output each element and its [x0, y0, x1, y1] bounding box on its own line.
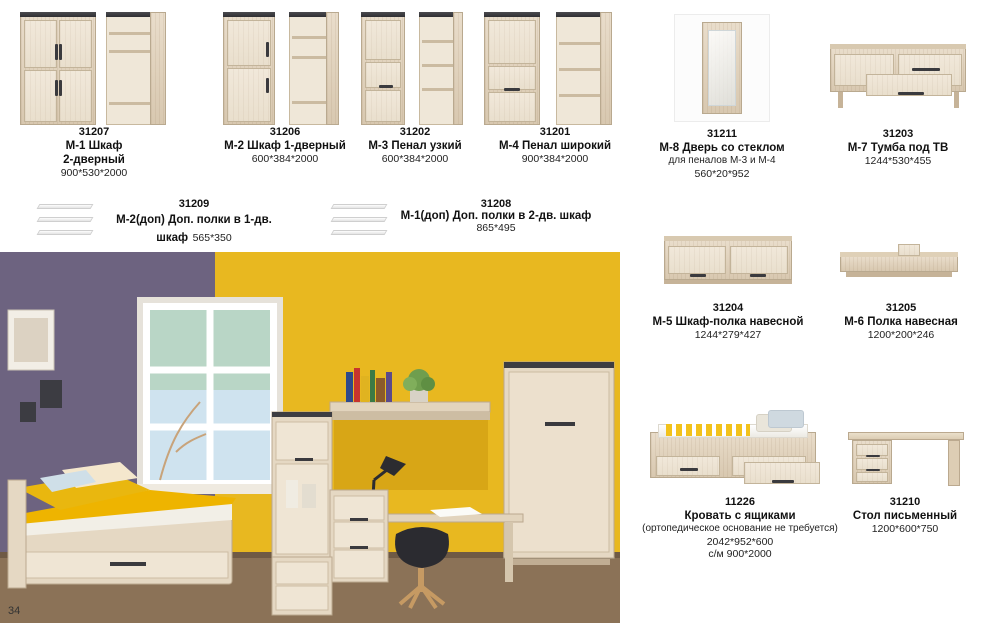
product-31208 — [320, 198, 600, 244]
shelf-pack-row — [0, 196, 628, 252]
product-dims: 600*384*2000 — [251, 153, 319, 166]
product-11226 — [640, 398, 840, 561]
product-dims: 865*495 — [476, 222, 516, 234]
product-name: М-4 Пенал широкий — [498, 140, 612, 153]
photo-right-divider — [620, 252, 622, 623]
product-dims: 600*384*2000 — [381, 153, 449, 166]
product-dims: 1200*600*750 — [871, 523, 939, 536]
product-code: 31211 — [707, 128, 737, 140]
product-dims: 900*530*2000 — [60, 167, 128, 180]
product-31203 — [812, 8, 984, 168]
product-dims: 560*20*952 — [694, 167, 750, 180]
product-dims: 1244*530*455 — [864, 155, 932, 168]
room-photo — [0, 252, 620, 623]
product-name: М-6 Полка навесная — [844, 316, 958, 329]
product-name: М-1 Шкаф — [65, 140, 123, 153]
product-code: 31201 — [539, 126, 571, 138]
product-31205 — [826, 218, 976, 342]
product-code: 31204 — [712, 302, 744, 314]
product-31204 — [648, 218, 808, 342]
product-31201 — [470, 6, 640, 166]
product-name: Кровать с ящиками — [684, 510, 796, 523]
product-name: М-5 Шкаф-полка навесной — [652, 316, 804, 329]
product-code: 31206 — [269, 126, 301, 138]
product-name: М-8 Дверь со стеклом — [659, 142, 785, 155]
product-name: М-2(доп) Доп. полки в 1-дв. шкаф — [116, 214, 272, 244]
product-code: 31209 — [178, 198, 210, 210]
product-sub: для пеналов М-3 и М-4 — [668, 155, 776, 167]
product-code: 31202 — [399, 126, 431, 138]
product-code: 11226 — [725, 496, 755, 508]
product-dims: 1200*200*246 — [867, 329, 935, 342]
product-name: Стол письменный — [852, 510, 958, 523]
product-sub: (ортопедическое основание не требуется) — [642, 523, 838, 535]
page-number: 34 — [8, 605, 21, 617]
product-name: М-2 Шкаф 1-дверный — [224, 140, 346, 153]
product-code: 31207 — [78, 126, 110, 138]
product-code: 31210 — [889, 496, 921, 508]
top-product-row — [0, 0, 628, 190]
product-code: 31208 — [480, 198, 512, 210]
product-code: 31205 — [885, 302, 917, 314]
product-31207 — [14, 6, 174, 180]
product-dims-secondary: с/м 900*2000 — [708, 548, 772, 561]
product-dims: 2042*952*600 — [706, 535, 774, 548]
product-dims: 565*350 — [192, 232, 232, 244]
product-name: М-1(доп) Доп. полки в 2-дв. шкаф — [400, 210, 592, 222]
product-31210 — [830, 398, 980, 536]
product-name: М-7 Тумба под ТВ — [847, 142, 949, 155]
product-name: М-3 Пенал узкий — [368, 140, 462, 153]
product-31209 — [26, 198, 286, 244]
product-dims: 1244*279*427 — [694, 329, 762, 342]
product-name-line2: 2-дверный — [63, 154, 125, 167]
product-31211 — [648, 8, 796, 180]
product-dims: 900*384*2000 — [521, 153, 589, 166]
product-code: 31203 — [882, 128, 914, 140]
